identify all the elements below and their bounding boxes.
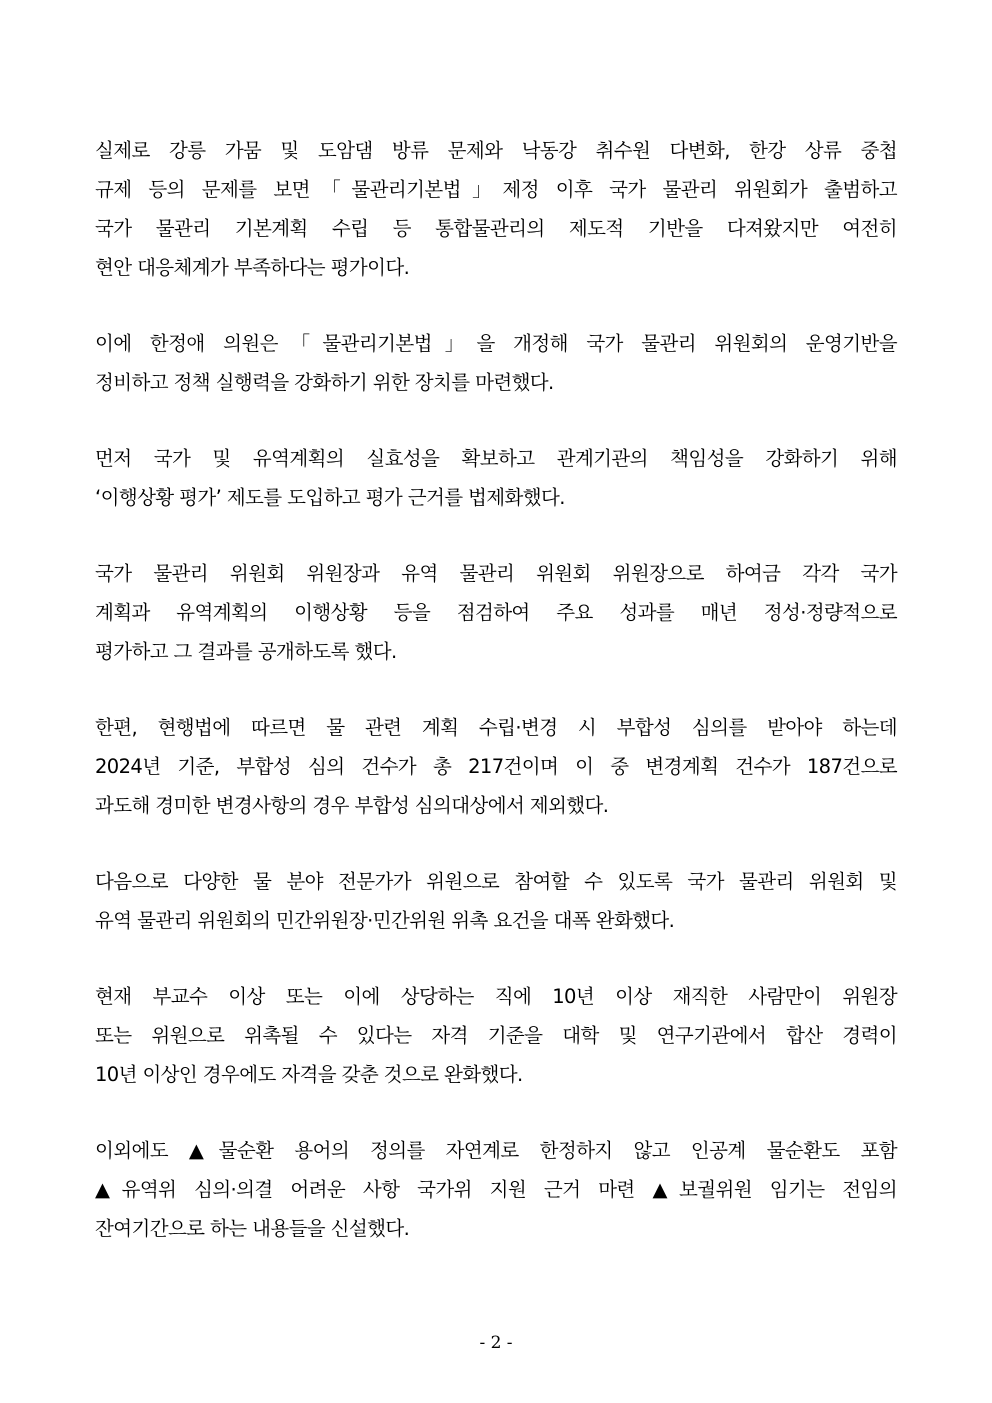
text-line: 유역 물관리 위원회의 민간위원장·민간위원 위촉 요건을 대폭 완화했다. [95, 909, 675, 932]
text-line: 이에 한정애 의원은「물관리기본법」을 개정해 국가 물관리 위원회의 운영기반을 [95, 332, 897, 355]
paragraph-4 [95, 554, 897, 671]
text-line: 평가하고 그 결과를 공개하도록 했다. [95, 640, 397, 663]
document-body [95, 131, 897, 1285]
text-line: ▲유역위 심의·의결 어려운 사항 국가위 지원 근거 마련 ▲보궐위원 임기는 전임의 [95, 1178, 897, 1201]
text-line: 이외에도 ▲물순환 용어의 정의를 자연계로 한정하지 않고 인공계 물순환도 포함 [95, 1139, 897, 1162]
paragraph-7 [95, 977, 897, 1094]
text-line: 국가 물관리 위원회 위원장과 유역 물관리 위원회 위원장으로 하여금 각각 국가 [95, 562, 897, 585]
paragraph-6 [95, 862, 897, 940]
text-line: ‘이행상황 평가’ 제도를 도입하고 평가 근거를 법제화했다. [95, 486, 565, 509]
text-line: 현안 대응체계가 부족하다는 평가이다. [95, 256, 410, 279]
text-line: 10년 이상인 경우에도 자격을 갖춘 것으로 완화했다. [95, 1063, 523, 1086]
text-line: 규제 등의 문제를 보면「물관리기본법」제정 이후 국가 물관리 위원회가 출범하고 [95, 178, 897, 201]
text-line: 과도해 경미한 변경사항의 경우 부합성 심의대상에서 제외했다. [95, 794, 609, 817]
text-line: 국가 물관리 기본계획 수립 등 통합물관리의 제도적 기반을 다져왔지만 여전히 [95, 217, 897, 240]
text-line: 실제로 강릉 가뭄 및 도암댐 방류 문제와 낙동강 취수원 다변화, 한강 상류 중첩 [95, 139, 897, 162]
page-number: - 2 - [479, 1333, 513, 1353]
paragraph-5 [95, 708, 897, 825]
paragraph-3 [95, 439, 897, 517]
text-line: 다음으로 다양한 물 분야 전문가가 위원으로 참여할 수 있도록 국가 물관리 위원회 및 [95, 870, 897, 893]
paragraph-1 [95, 131, 897, 287]
text-line: 또는 위원으로 위촉될 수 있다는 자격 기준을 대학 및 연구기관에서 합산 경력이 [95, 1024, 897, 1047]
paragraph-2 [95, 324, 897, 402]
text-line: 정비하고 정책 실행력을 강화하기 위한 장치를 마련했다. [95, 371, 554, 394]
text-line: 한편, 현행법에 따르면 물 관련 계획 수립·변경 시 부합성 심의를 받아야 하는데 [95, 716, 897, 739]
text-line: 먼저 국가 및 유역계획의 실효성을 확보하고 관계기관의 책임성을 강화하기 위해 [95, 447, 897, 470]
text-line: 2024년 기준, 부합성 심의 건수가 총 217건이며 이 중 변경계획 건수가 187건으로 [95, 755, 897, 778]
paragraph-8 [95, 1131, 897, 1248]
text-line: 잔여기간으로 하는 내용들을 신설했다. [95, 1217, 410, 1240]
text-line: 현재 부교수 이상 또는 이에 상당하는 직에 10년 이상 재직한 사람만이 위원장 [95, 985, 897, 1008]
text-line: 계획과 유역계획의 이행상황 등을 점검하여 주요 성과를 매년 정성·정량적으로 [95, 601, 897, 624]
